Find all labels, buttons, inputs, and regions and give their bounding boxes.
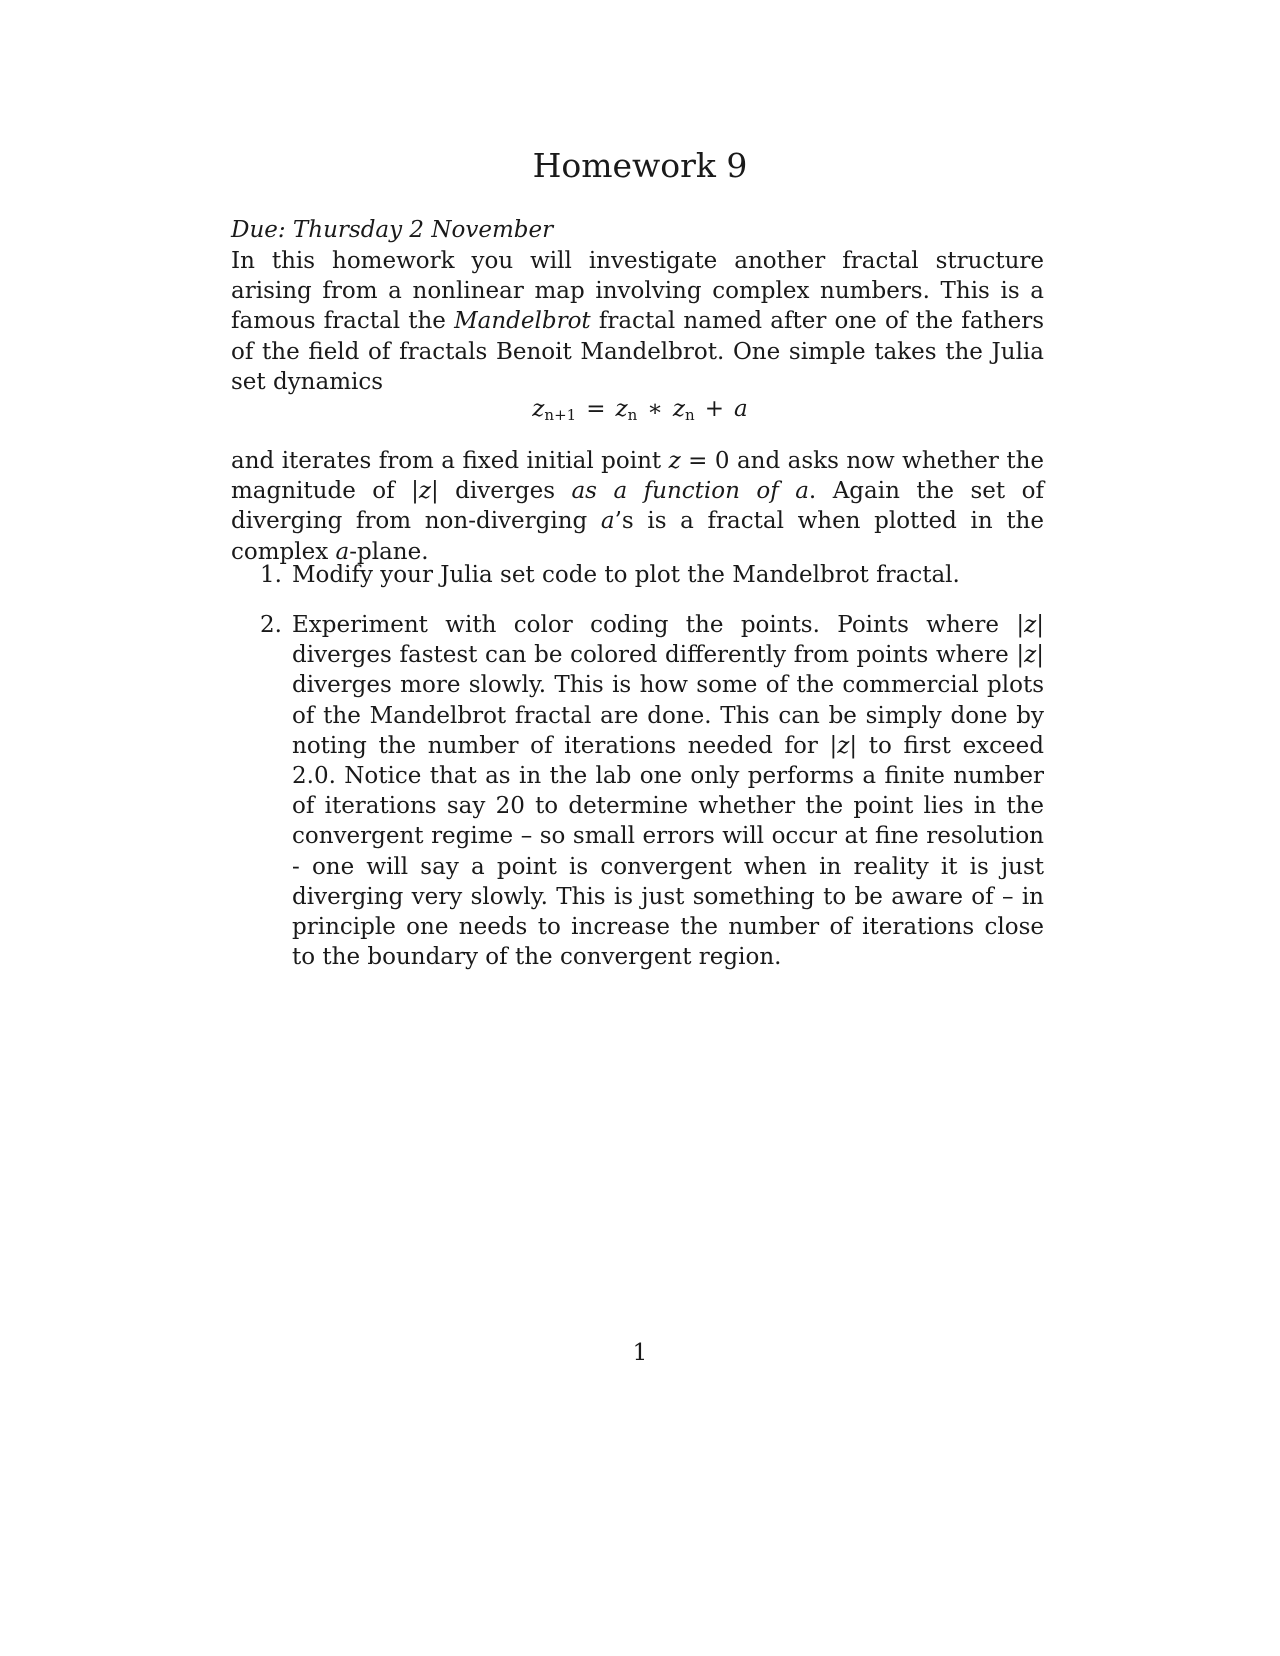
- eq-sub2: n: [685, 406, 695, 424]
- after-text-1: and iterates from a fixed initial point: [231, 448, 669, 474]
- after-text-2: = 0 and asks now whether the magnitude of |: [231, 448, 1045, 505]
- eq-var1: z: [615, 396, 628, 422]
- mandelbrot-italic: Mandelbrot: [454, 308, 591, 335]
- eq-var2: z: [672, 396, 686, 422]
- list-item-text: | diverges more slowly. This is how some of the commercial plots of the Mandelbrot fractal are done. This can be simply done by noting the number of iterations needed for |: [292, 642, 1044, 759]
- intro-text-1: In this homework you will investigate another fractal structure arising from a nonlinear map involving complex numbers. This is a famous fractal the: [231, 248, 1044, 335]
- list-item-text: | diverges fastest can be colored differently from points where |: [292, 612, 1044, 669]
- var-z: z: [1024, 612, 1037, 638]
- after-text-5: ’s is a fractal when plotted in the complex: [231, 508, 1044, 565]
- list-item-text: Modify your Julia set code to plot the Mandelbrot fractal.: [292, 562, 960, 588]
- after-text-4: . Again the set of diverging from non-diverging: [231, 478, 1044, 535]
- eq-equals: =: [586, 396, 606, 422]
- display-equation: [0, 394, 1280, 424]
- page-number: 1: [632, 1340, 648, 1366]
- after-text-3: | diverges: [430, 478, 572, 505]
- task-list: [260, 560, 1044, 590]
- eq-sub1: n: [627, 406, 638, 424]
- due-date: Due: Thursday 2 November: [231, 217, 554, 243]
- list-item-number: 1.: [260, 562, 282, 588]
- eq-const: a: [733, 396, 748, 422]
- var-z: z: [668, 448, 681, 474]
- var-z: z: [418, 478, 431, 505]
- after-text-6: -plane.: [349, 538, 429, 565]
- var-z: z: [837, 732, 850, 759]
- task-list-continued: [260, 610, 1044, 972]
- after-equation-paragraph: [231, 446, 1044, 567]
- list-item-text: Experiment with color coding the points. Points where |: [292, 612, 1025, 638]
- page-title: Homework 9: [532, 146, 748, 185]
- list-item: [260, 610, 1044, 972]
- var-a: a: [600, 508, 615, 535]
- list-item-number: 2.: [260, 612, 282, 638]
- eq-plus: +: [704, 396, 724, 422]
- intro-text-2: fractal named after one of the fathers of the field of fractals Benoit Mandelbrot. One simple takes the Julia set dynamics: [231, 308, 1044, 395]
- intro-paragraph: [231, 246, 1044, 397]
- list-item-text: | to first exceed 2.0. Notice that as in the lab one only performs a finite number of iterations say 20 to determine whether the point lies in the convergent regime – so small errors will occur at fine resolution - one will say a point is convergent when in reality it is just diverging very slowly. This is just something to be aware of – in principle one needs to increase the number of iterations close to the boundary of the convergent region.: [292, 732, 1044, 971]
- var-z: z: [1024, 642, 1037, 669]
- eq-lhs-var: z: [532, 396, 545, 422]
- var-a: a: [335, 538, 350, 565]
- italic-phrase: as a function of a: [571, 478, 809, 505]
- list-item: [260, 560, 1044, 590]
- eq-lhs-sub: n+1: [544, 406, 577, 424]
- eq-times: ∗: [647, 396, 663, 422]
